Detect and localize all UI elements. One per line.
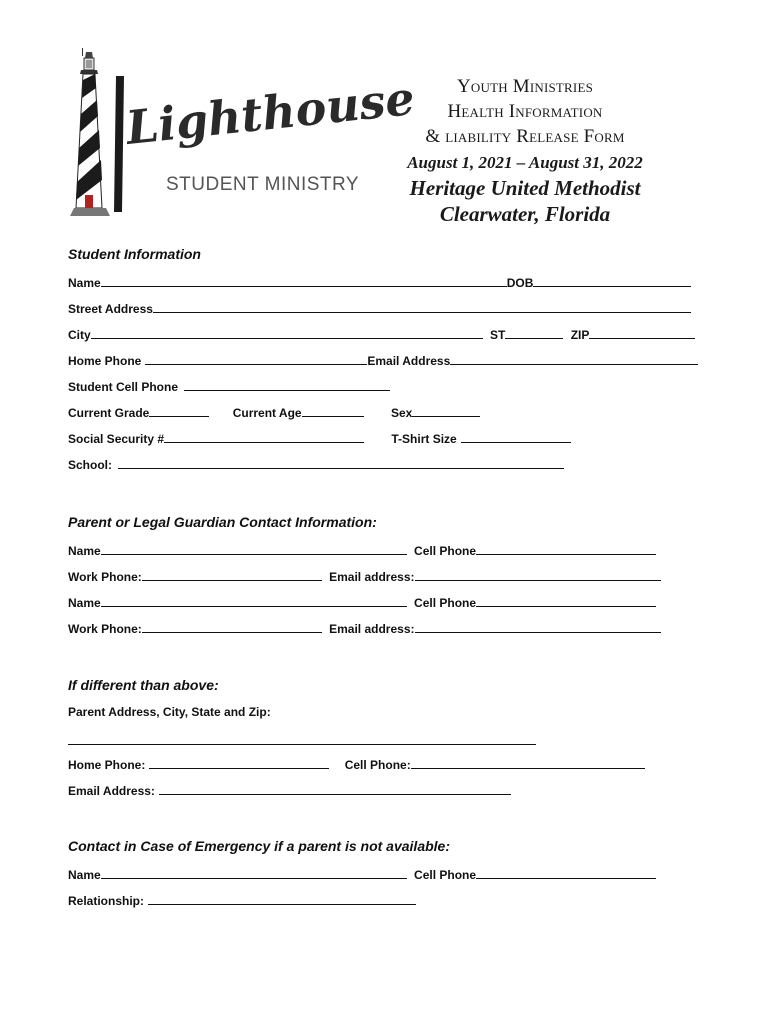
zip-field[interactable] (589, 327, 695, 339)
student-ssn-row (68, 431, 571, 446)
guardian2-work-row (68, 621, 661, 636)
emergency-heading: Contact in Case of Emergency if a parent is not available: (68, 838, 450, 854)
street-address-label: Street Address (68, 302, 153, 316)
guardian2-name-row (68, 595, 656, 610)
title-line-3: & liability Release Form (425, 126, 625, 147)
grade-field[interactable] (149, 405, 209, 417)
student-name-field[interactable] (101, 275, 507, 287)
guardian2-work-label: Work Phone: (68, 622, 142, 636)
guardian2-email-label: Email address: (329, 622, 415, 636)
guardian1-work-row (68, 569, 661, 584)
grade-label: Current Grade (68, 406, 150, 420)
city-field[interactable] (91, 327, 483, 339)
guardian1-name-row (68, 543, 656, 558)
form-title-block (380, 74, 670, 227)
school-field[interactable] (118, 457, 564, 469)
guardian2-name-label: Name (68, 596, 101, 610)
emergency-cell-field[interactable] (476, 867, 656, 879)
student-cell-field[interactable] (184, 379, 390, 391)
student-name-label: Name (68, 276, 101, 290)
guardian-heading: Parent or Legal Guardian Contact Information: (68, 514, 377, 530)
guardian1-name-label: Name (68, 544, 101, 558)
state-label: ST (490, 328, 506, 342)
guardian2-work-field[interactable] (142, 621, 322, 633)
student-grade-row (68, 405, 480, 420)
ssn-label: Social Security # (68, 432, 165, 446)
state-field[interactable] (505, 327, 563, 339)
ssn-field[interactable] (164, 431, 364, 443)
age-field[interactable] (302, 405, 364, 417)
different-cell-label: Cell Phone: (344, 758, 411, 772)
guardian1-email-label: Email address: (329, 570, 415, 584)
student-cell-row (68, 379, 390, 394)
guardian1-work-field[interactable] (142, 569, 322, 581)
relationship-field[interactable] (148, 893, 416, 905)
different-email-row (68, 783, 511, 798)
different-phone-row (68, 757, 645, 772)
title-dates: August 1, 2021 – August 31, 2022 (407, 153, 643, 172)
guardian2-name-field[interactable] (101, 595, 407, 607)
street-address-field[interactable] (153, 301, 691, 313)
guardian2-cell-field[interactable] (476, 595, 656, 607)
different-email-field[interactable] (159, 783, 511, 795)
different-email-label: Email Address: (68, 784, 155, 798)
student-school-row (68, 457, 564, 472)
parent-address-label-row (68, 705, 271, 719)
relationship-label: Relationship: (68, 894, 145, 908)
home-phone-label: Home Phone (68, 354, 142, 368)
guardian1-cell-field[interactable] (476, 543, 656, 555)
title-line-1: Youth Ministries (456, 76, 594, 97)
student-phone-row (68, 353, 698, 368)
emergency-name-field[interactable] (101, 867, 407, 879)
title-line-2: Health Information (447, 101, 603, 122)
guardian2-cell-label: Cell Phone (414, 596, 477, 610)
email-address-label: Email Address (367, 354, 451, 368)
guardian1-email-field[interactable] (415, 569, 661, 581)
logo-subtitle-text: STUDENT MINISTRY (166, 174, 360, 195)
student-dob-field[interactable] (533, 275, 691, 287)
tshirt-field[interactable] (461, 431, 571, 443)
school-label: School: (68, 458, 112, 472)
student-name-row (68, 275, 691, 290)
different-home-phone-label: Home Phone: (68, 758, 146, 772)
different-cell-field[interactable] (411, 757, 645, 769)
guardian1-work-label: Work Phone: (68, 570, 142, 584)
student-city-row (68, 327, 695, 342)
email-address-field[interactable] (450, 353, 698, 365)
emergency-cell-label: Cell Phone (414, 868, 477, 882)
student-cell-label: Student Cell Phone (68, 380, 179, 394)
emergency-relationship-row (68, 893, 416, 908)
different-home-phone-field[interactable] (149, 757, 329, 769)
parent-address-line-row (68, 733, 536, 748)
lighthouse-icon (72, 40, 417, 230)
title-location: Clearwater, Florida (439, 202, 611, 226)
age-label: Current Age (232, 406, 302, 420)
tshirt-label: T-Shirt Size (391, 432, 457, 446)
parent-address-label: Parent Address, City, State and Zip: (68, 705, 271, 719)
guardian1-cell-label: Cell Phone (414, 544, 477, 558)
lighthouse-logo (72, 40, 417, 230)
zip-label: ZIP (570, 328, 590, 342)
sex-field[interactable] (412, 405, 480, 417)
emergency-name-label: Name (68, 868, 101, 882)
sex-label: Sex (390, 406, 413, 420)
home-phone-field[interactable] (145, 353, 367, 365)
parent-address-field[interactable] (68, 733, 536, 745)
student-info-heading: Student Information (68, 246, 201, 262)
student-street-row (68, 301, 691, 316)
guardian1-name-field[interactable] (101, 543, 407, 555)
city-label: City (68, 328, 91, 342)
student-dob-label: DOB (506, 276, 534, 290)
logo-script-text: Lighthouse (123, 70, 417, 155)
different-heading: If different than above: (68, 677, 219, 693)
emergency-name-row (68, 867, 656, 882)
guardian2-email-field[interactable] (415, 621, 661, 633)
title-church: Heritage United Methodist (409, 176, 641, 200)
